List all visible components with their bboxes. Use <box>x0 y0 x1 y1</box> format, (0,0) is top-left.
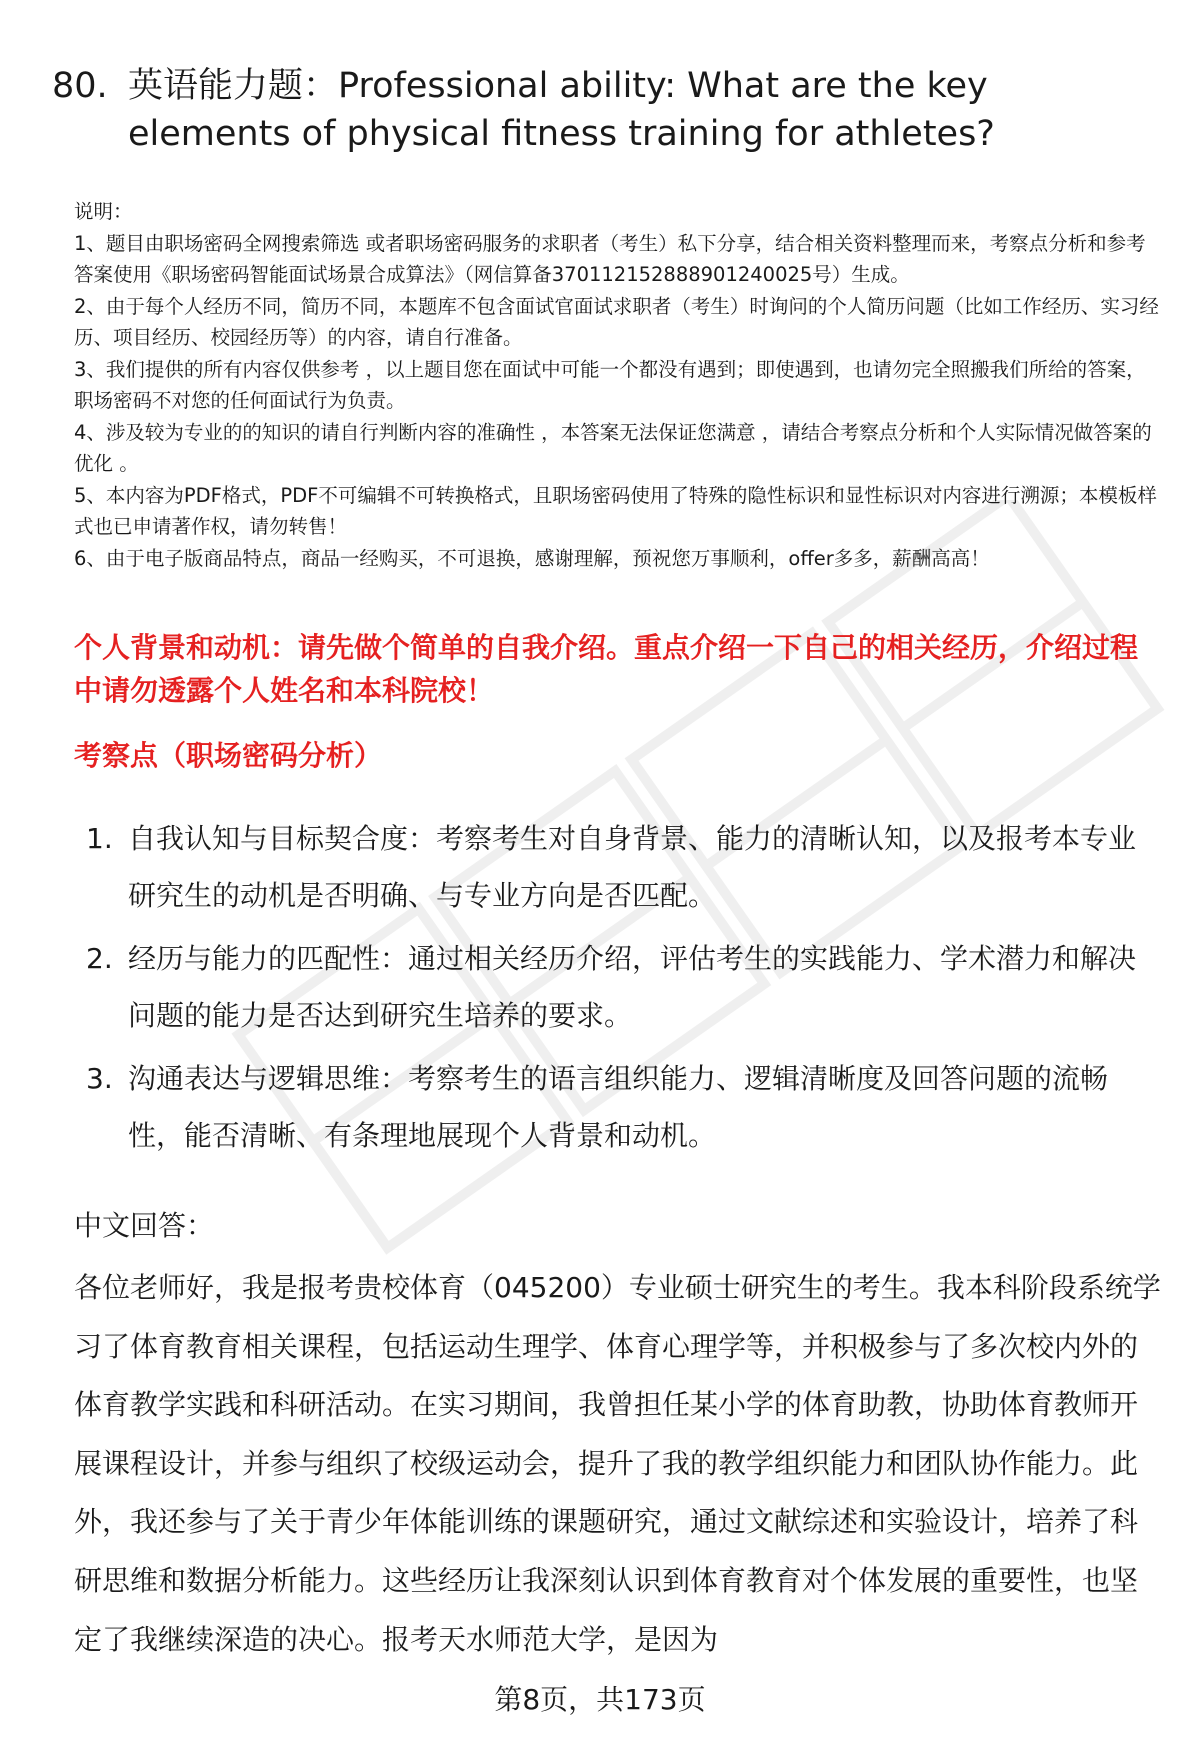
notes-line: 2、由于每个人经历不同，简历不同，本题库不包含面试官面试求职者（考生）时询问的个人简历问题（比如工作经历、实习经历、项目经历、校园经历等）的内容，请自行准备。 <box>74 294 1159 349</box>
answer-body: 各位老师好，我是报考贵校体育（045200）专业硕士研究生的考生。我本科阶段系统学习了体育教育相关课程，包括运动生理学、体育心理学等，并积极参与了多次校内外的体育教学实践和科研活动。在实习期间，我曾担任某小学的体育助教，协助体育教师开展课程设计，并参与组织了校级运动会，提升了我的教学组织能力和团队协作能力。此外，我还参与了关于青少年体能训练的课题研究，通过文献综述和实验设计，培养了科研思维和数据分析能力。这些经历让我深刻认识到体育教育对个体发展的重要性，也坚定了我继续深造的决心。报考天水师范大学，是因为 <box>74 1271 1161 1656</box>
list-item-number: 2. <box>86 942 113 975</box>
question-title: 英语能力题：Professional ability: What are the key elements of physical fitness training for athletes? <box>128 66 995 154</box>
question-number: 80. <box>52 66 108 106</box>
list-item-number: 3. <box>86 1062 113 1095</box>
notes-block <box>74 196 1164 574</box>
analysis-title: 考察点（职场密码分析） <box>74 739 383 772</box>
notes-line: 5、本内容为PDF格式，PDF不可编辑不可转换格式，且职场密码使用了特殊的隐性标识和显性标识对内容进行溯源；本模板样式也已申请著作权，请勿转售！ <box>74 483 1157 538</box>
list-item-text: 经历与能力的匹配性：通过相关经历介绍，评估考生的实践能力、学术潜力和解决问题的能力是否达到研究生培养的要求。 <box>128 942 1137 1032</box>
notes-line: 1、题目由职场密码全网搜索筛选 或者职场密码服务的求职者（考生）私下分享，结合相关资料整理而来，考察点分析和参考答案使用《职场密码智能面试场景合成算法》（网信算备370112152888901240025号）生成。 <box>74 231 1146 286</box>
notes-line: 4、涉及较为专业的的知识的请自行判断内容的准确性 ，本答案无法保证您满意 ，请结合考察点分析和个人实际情况做答案的优化 。 <box>74 420 1152 475</box>
list-item <box>74 930 1164 1050</box>
answer-label: 中文回答： <box>74 1209 215 1242</box>
notes-line: 说明： <box>74 200 133 223</box>
notes-line: 3、我们提供的所有内容仅供参考 ，以上题目您在面试中可能一个都没有遇到；即使遇到，也请勿完全照搬我们所给的答案，职场密码不对您的任何面试行为负责。 <box>74 357 1146 412</box>
list-item <box>74 1050 1164 1170</box>
list-item-number: 1. <box>86 822 113 855</box>
list-item-text: 自我认知与目标契合度：考察考生对自身背景、能力的清晰认知，以及报考本专业研究生的动机是否明确、与专业方向是否匹配。 <box>128 822 1137 912</box>
list-item-text: 沟通表达与逻辑思维：考察考生的语言组织能力、逻辑清晰度及回答问题的流畅性，能否清晰、有条理地展现个人背景和动机。 <box>128 1062 1109 1152</box>
notes-line: 6、由于电子版商品特点，商品一经购买，不可退换，感谢理解，预祝您万事顺利，offer多多，薪酬高高！ <box>74 546 990 570</box>
analysis-points <box>74 810 1164 1170</box>
section-heading: 个人背景和动机：请先做个简单的自我介绍。重点介绍一下自己的相关经历，介绍过程中请勿透露个人姓名和本科院校！ <box>74 631 1139 707</box>
list-item <box>74 810 1164 930</box>
page-footer: 第8页，共173页 <box>494 1683 706 1716</box>
